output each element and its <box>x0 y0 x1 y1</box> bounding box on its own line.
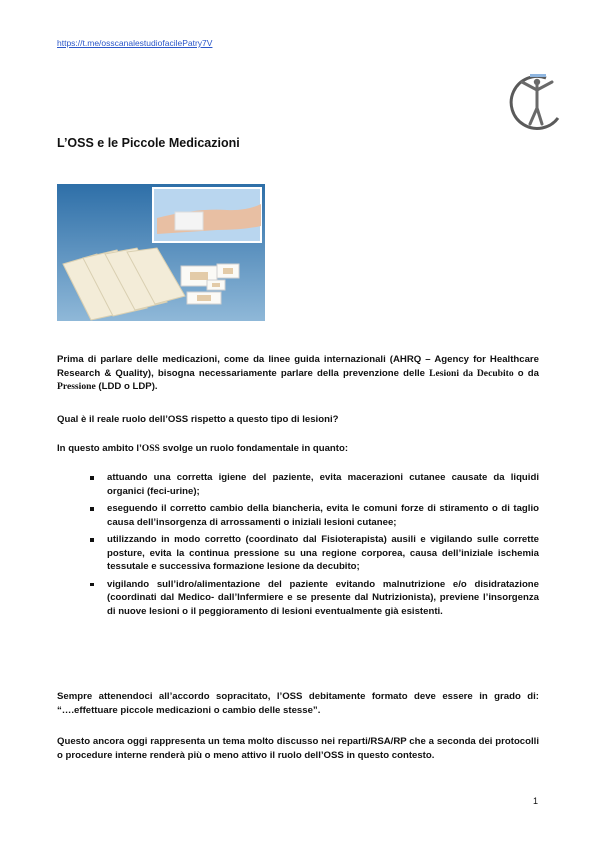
logo-icon <box>506 68 566 132</box>
scope-paragraph: In questo ambito l’OSS svolge un ruolo fondamentale in quanto: <box>57 443 349 454</box>
list-item: utilizzando in modo corretto (coordinato dal Fisioterapista) ausili e vigilando sulle corrette posture, evita la continua pressione su una regione corporea, causa dell’iniziale ischemia tessutale e successiva formazione lesione da decubito; <box>90 533 539 574</box>
list-item: attuando una corretta igiene del paziente, evita macerazioni cutanee causate da liquidi organici (feci-urine); <box>90 471 539 498</box>
term-pressione: Pressione <box>57 381 96 392</box>
list-item: vigilando sull’idro/alimentazione del paziente evitando malnutrizione e/o disidratazione (coordinati dal Medico- dall’Infermiere e se presente dal Nutrizionista), previene l’insorgenza di nuove lesioni o il peggioramento di lesioni eventualmente già esistenti. <box>90 578 539 619</box>
agreement-paragraph: Sempre attenendoci all’accordo sopracitato, l’OSS debitamente formato deve essere in grado di: “….effettuare piccole medicazioni o cambio delle stesse”. <box>57 691 539 716</box>
dressings-photo <box>57 184 265 321</box>
intro-paragraph: Prima di parlare delle medicazioni, come da linee guida internazionali (AHRQ – Agency for Healthcare Research & Quality), bisogna necessariamente parlare della prevenzione delle Lesioni da Decubito o da Pressione (LDD o LDP). <box>57 354 539 392</box>
term-lesioni-da-decubito: Lesioni da Decubito <box>429 367 514 379</box>
list-item: eseguendo il corretto cambio della biancheria, evita le comuni forze di stiramento o di taglio causa dell’insorgenza di arrossamenti o iniziali lesioni cutanee; <box>90 502 539 529</box>
role-bullet-list <box>90 471 539 622</box>
page-title: L’OSS e le Piccole Medicazioni <box>57 136 240 150</box>
page-number: 1 <box>532 796 538 806</box>
closing-paragraph: Questo ancora oggi rappresenta un tema molto discusso nei reparti/RSA/RP che a seconda dei protocolli o procedure interne renderà più o meno attivo il ruolo dell’OSS in questo contesto. <box>57 736 539 761</box>
term-oss: OSS <box>141 443 160 454</box>
question-paragraph: Qual è il reale ruolo dell’OSS rispetto a questo tipo di lesioni? <box>57 414 339 425</box>
telegram-link[interactable]: https://t.me/osscanalestudiofacilePatry7V <box>57 38 213 48</box>
